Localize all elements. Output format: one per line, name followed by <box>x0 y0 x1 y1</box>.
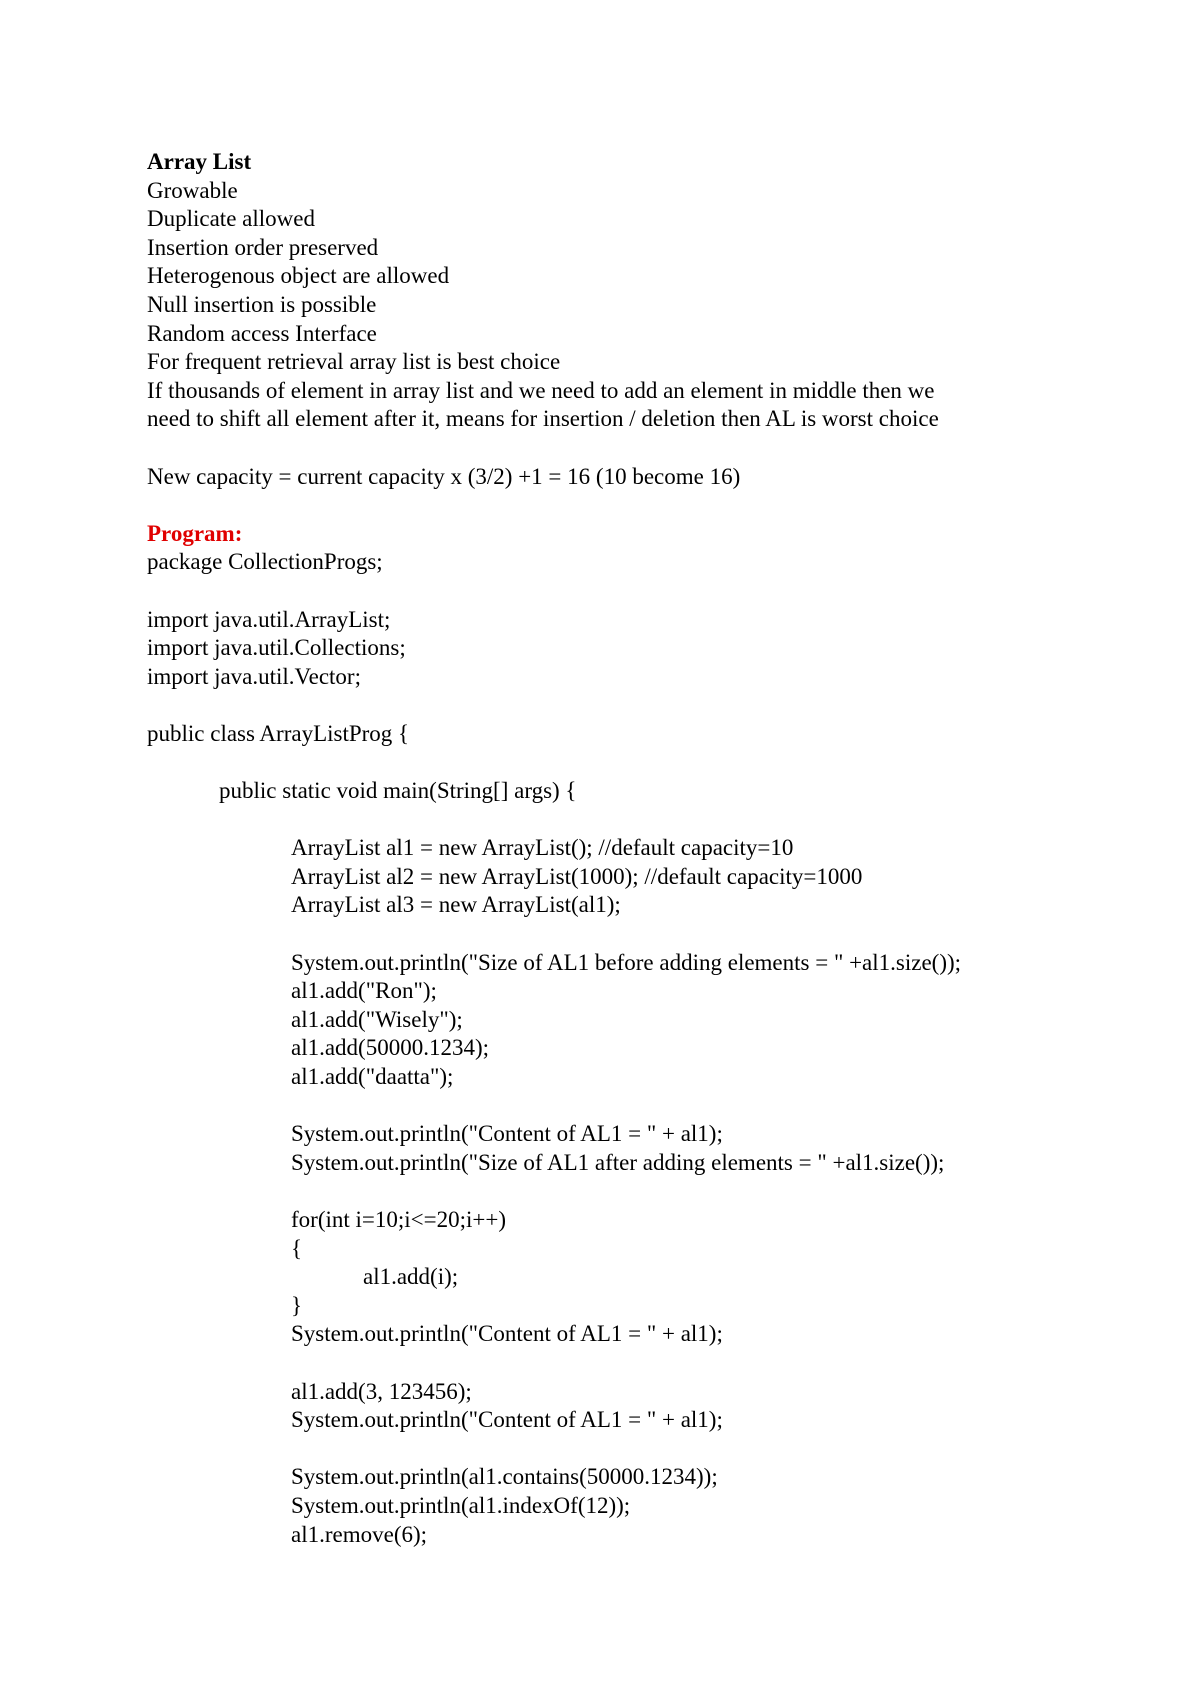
blank-line <box>147 1092 1067 1121</box>
capacity-formula: New capacity = current capacity x (3/2) +1 = 16 (10 become 16) <box>147 463 741 489</box>
code-line: al1.add("daatta"); <box>291 1064 454 1089</box>
code-line-import: import java.util.Collections; <box>147 635 406 661</box>
note-line: Null insertion is possible <box>147 291 377 317</box>
code-line: System.out.println("Content of AL1 = " + al1); <box>291 1321 723 1347</box>
code-line-import: import java.util.Vector; <box>147 663 361 689</box>
code-line: ArrayList al2 = new ArrayList(1000); //default capacity=1000 <box>291 863 863 889</box>
code-line: System.out.println("Content of AL1 = " + al1); <box>291 1121 723 1147</box>
code-line: al1.remove(6); <box>291 1521 428 1547</box>
code-line: System.out.println(al1.indexOf(12)); <box>291 1492 631 1518</box>
program-heading: Program: <box>147 520 243 546</box>
blank-line <box>147 434 1067 463</box>
blank-line <box>147 806 1067 835</box>
blank-line <box>147 748 1067 777</box>
note-line: If thousands of element in array list and we need to add an element in middle then we <box>147 377 935 403</box>
note-line: Growable <box>147 177 238 203</box>
code-line: al1.add("Ron"); <box>291 978 437 1004</box>
blank-line <box>147 1349 1067 1378</box>
blank-line <box>147 1435 1067 1464</box>
note-line: Duplicate allowed <box>147 206 315 232</box>
code-line: ArrayList al1 = new ArrayList(); //default capacity=10 <box>291 835 794 861</box>
note-line: Random access Interface <box>147 320 377 346</box>
code-line: al1.add(50000.1234); <box>291 1035 490 1061</box>
code-line-close-brace: } <box>291 1292 303 1318</box>
blank-line <box>147 491 1067 520</box>
note-line: Heterogenous object are allowed <box>147 263 450 289</box>
code-line-for-body: al1.add(i); <box>363 1264 459 1290</box>
code-line: al1.add("Wisely"); <box>291 1006 463 1032</box>
code-line-open-brace: { <box>291 1235 303 1261</box>
code-line-import: import java.util.ArrayList; <box>147 606 391 632</box>
note-line: need to shift all element after it, means for insertion / deletion then AL is worst choice <box>147 406 939 432</box>
code-line: ArrayList al3 = new ArrayList(al1); <box>291 892 621 918</box>
code-line-class-decl: public class ArrayListProg { <box>147 720 410 746</box>
note-line: For frequent retrieval array list is best choice <box>147 349 561 375</box>
code-line-for-header: for(int i=10;i<=20;i++) <box>291 1206 506 1232</box>
blank-line <box>147 920 1067 949</box>
note-line: Insertion order preserved <box>147 234 379 260</box>
code-line: System.out.println("Content of AL1 = " + al1); <box>291 1407 723 1433</box>
section-title: Array List <box>147 149 252 174</box>
document-body <box>147 148 1067 1549</box>
code-line: System.out.println("Size of AL1 before adding elements = " +al1.size()); <box>291 949 962 975</box>
blank-line <box>147 577 1067 606</box>
code-line: System.out.println("Size of AL1 after adding elements = " +al1.size()); <box>291 1149 945 1175</box>
code-line-package: package CollectionProgs; <box>147 549 383 575</box>
blank-line <box>147 691 1067 720</box>
code-line: al1.add(3, 123456); <box>291 1378 472 1404</box>
code-line-main-decl: public static void main(String[] args) { <box>219 778 577 804</box>
blank-line <box>147 1177 1067 1206</box>
code-line: System.out.println(al1.contains(50000.1234)); <box>291 1464 718 1490</box>
